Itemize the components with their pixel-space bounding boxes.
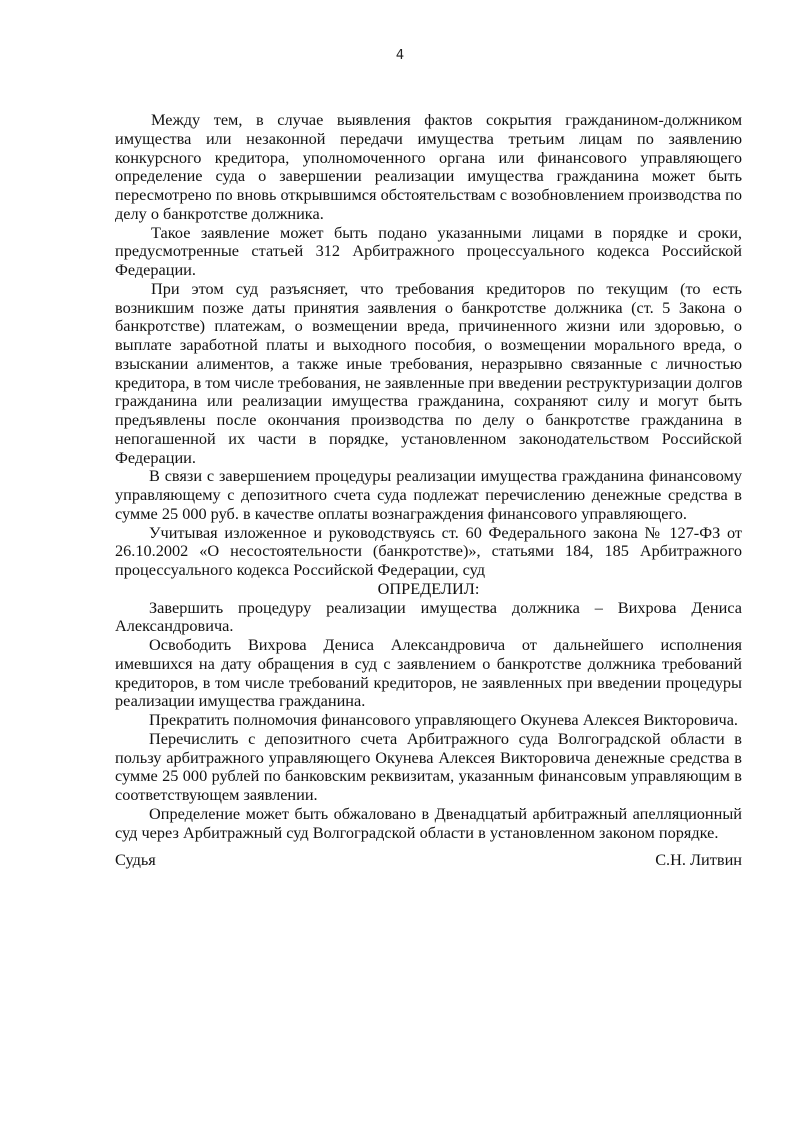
text-line: сумме 25 000 руб. в качестве оплаты вознаграждения финансового управляющего.	[115, 503, 687, 523]
text-line: кредитора, в том числе требования, не заявленные при введении реструктуризации долгов	[115, 372, 743, 392]
text-line: взыскании алиментов, а также иные требования, неразрывно связанные с личностью	[115, 353, 742, 373]
text-line: банкротстве) платежам, о возмещении вреда, причиненного жизни или здоровью, о	[115, 316, 742, 336]
paragraph	[115, 280, 742, 468]
paragraph	[115, 224, 742, 280]
text-line: процессуального кодекса Российской Федерации, суд	[115, 560, 485, 579]
text-line: непогашенной их части в порядке, установленном законодательством Российской	[115, 428, 742, 448]
signature-name: С.Н. Литвин	[655, 850, 742, 869]
resolution-item	[115, 711, 742, 730]
resolution-item	[115, 599, 742, 637]
text-line: В связи с завершением процедуры реализации имущества гражданина финансовому	[149, 466, 742, 486]
text-line: 26.10.2002 «О несостоятельности (банкротстве)», статьями 184, 185 Арбитражного	[115, 541, 742, 561]
text-line: Александровича.	[115, 616, 234, 636]
text-line: Завершить процедуру реализации имущества должника – Вихрова Дениса	[149, 597, 742, 617]
text-line: делу о банкротстве должника.	[115, 203, 324, 223]
signature-role: Судья	[115, 850, 156, 869]
text-line: конкурсного кредитора, уполномоченного органа или финансового управляющего	[115, 147, 742, 167]
text-line: суд через Арбитражный суд Волгоградской области в установленном законом порядке.	[115, 822, 719, 842]
text-line: определение суда о завершении реализации имущества гражданина может быть	[115, 166, 742, 186]
paragraph	[115, 524, 742, 580]
signature-block	[115, 851, 742, 870]
paragraph	[115, 111, 742, 224]
text-line: При этом суд разъясняет, что требования кредиторов по текущим (то есть	[151, 278, 742, 298]
text-line: сумме 25 000 рублей по банковским реквизитам, указанным финансовым управляющим в	[115, 766, 742, 786]
text-line: кредиторов, в том числе требований кредиторов, не заявленных при введении процедуры	[115, 672, 742, 692]
text-line: Федерации.	[115, 260, 196, 279]
text-line: Федерации.	[115, 447, 196, 467]
text-line: соответствующем заявлении.	[115, 785, 318, 804]
paragraph	[115, 467, 742, 523]
text-line: гражданина или реализации имущества гражданина, сохраняют силу и могут быть	[115, 391, 742, 411]
text-line: имущества или незаконной передачи имущества третьим лицам по заявлению	[115, 128, 742, 148]
resolution-item	[115, 805, 742, 843]
text-line: имевшихся на дату обращения в суд с заявлением о банкротстве должника требований	[115, 653, 742, 673]
text-line: Освободить Вихрова Дениса Александровича от дальнейшего исполнения	[149, 635, 742, 654]
text-line: управляющему с депозитного счета суда подлежат перечислению денежные средства в	[115, 485, 742, 504]
text-line: Такое заявление может быть подано указанными лицами в порядке и сроки,	[151, 222, 742, 242]
text-line: реализации имущества гражданина.	[115, 691, 366, 711]
ruling-heading: ОПРЕДЕЛИЛ:	[377, 578, 480, 598]
text-line: выплате заработной платы и выходного пособия, о возмещении морального вреда, о	[115, 335, 742, 354]
text-line: предусмотренные статьей 312 Арбитражного процессуального кодекса Российской	[115, 241, 742, 261]
text-line: Определение может быть обжаловано в Двенадцатый арбитражный апелляционный	[149, 803, 742, 823]
page-number: 4	[395, 48, 405, 63]
text-line: возникшим позже даты принятия заявления о банкротстве должника (ст. 5 Закона о	[115, 297, 742, 317]
text-line: Перечислить с депозитного счета Арбитражного суда Волгоградской области в	[149, 728, 742, 748]
resolution-item	[115, 636, 742, 711]
text-line: пересмотрено по вновь открывшимся обстоятельствам с возобновлением производства по	[115, 185, 742, 204]
document-body	[115, 111, 742, 842]
text-line: пользу арбитражного управляющего Окунева Алексея Викторовича денежные средства в	[115, 747, 742, 767]
text-line: предъявлены после окончания производства по делу о банкротстве гражданина в	[115, 410, 742, 429]
text-line: Учитывая изложенное и руководствуясь ст. 60 Федерального закона № 127-ФЗ от	[149, 522, 742, 542]
text-line: Между тем, в случае выявления фактов сокрытия гражданином-должником	[151, 110, 742, 129]
text-line: Прекратить полномочия финансового управляющего Окунева Алексея Викторовича.	[149, 710, 738, 729]
resolution-item	[115, 730, 742, 805]
